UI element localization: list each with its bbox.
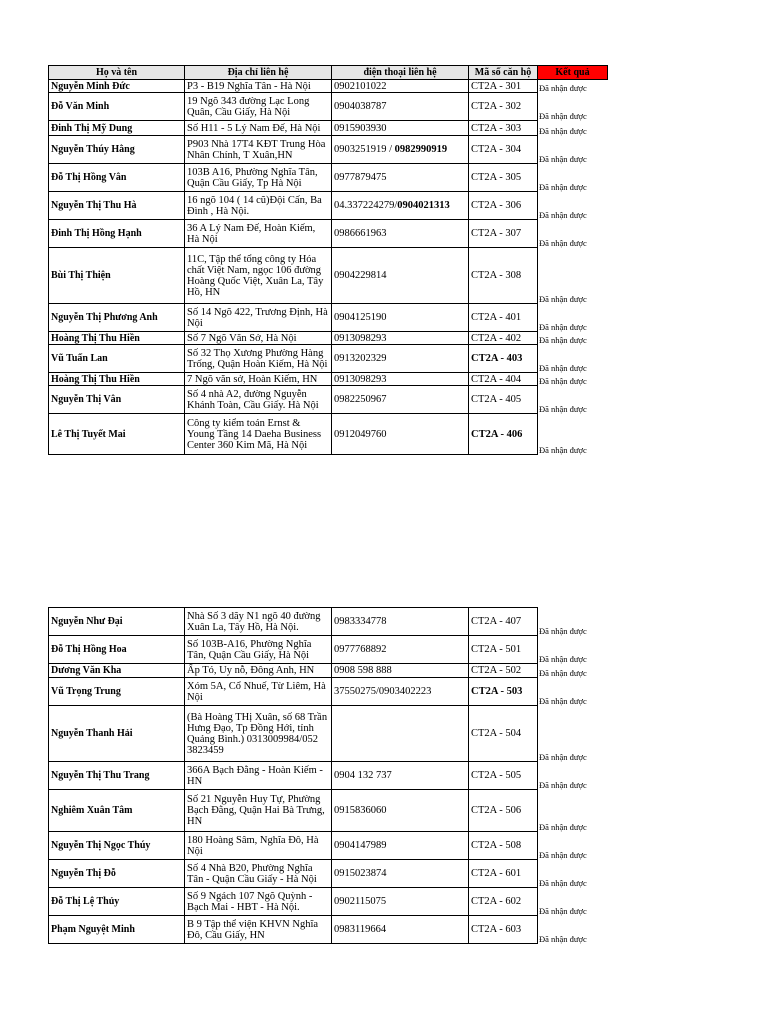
cell-phone xyxy=(332,332,469,345)
cell-name: Đinh Thị Mỹ Dung xyxy=(49,121,185,136)
cell-name: Phạm Nguyệt Minh xyxy=(49,916,185,944)
phone-text: 0986661963 xyxy=(334,228,387,239)
cell-address: Số 21 Nguyễn Huy Tự, Phường Bạch Đằng, Quận Hai Bà Trưng, HN xyxy=(185,790,332,832)
phone-text: 0904038787 xyxy=(334,101,387,112)
phone-text: 0913098293 xyxy=(334,373,387,385)
cell-apartment: CT2A - 307 xyxy=(469,220,538,248)
table-row xyxy=(49,414,608,455)
table-row xyxy=(49,164,608,192)
cell-result: Đã nhận được xyxy=(539,905,587,916)
header-name: Họ và tên xyxy=(49,66,185,80)
cell-apartment: CT2A - 601 xyxy=(469,860,538,888)
cell-result: Đã nhận được xyxy=(539,321,587,332)
cell-result: Đã nhận được xyxy=(539,751,587,762)
cell-phone xyxy=(332,373,469,386)
cell-result: Đã nhận được xyxy=(539,375,587,386)
cell-phone xyxy=(332,248,469,304)
cell-apartment: CT2A - 506 xyxy=(469,790,538,832)
cell-result: Đã nhận được xyxy=(539,695,587,706)
cell-apartment: CT2A - 403 xyxy=(469,345,538,373)
cell-phone xyxy=(332,664,469,678)
cell-result: Đã nhận được xyxy=(539,362,587,373)
table-row xyxy=(49,304,608,332)
cell-apartment: CT2A - 503 xyxy=(469,678,538,706)
cell-apartment: CT2A - 306 xyxy=(469,192,538,220)
cell-address: Công ty kiểm toán Ernst & Young Tầng 14 Daeha Business Center 360 Kim Mã, Hà Nội xyxy=(185,414,332,455)
cell-phone xyxy=(332,678,469,706)
cell-name: Đỗ Văn Minh xyxy=(49,93,185,121)
phone-text: 0913098293 xyxy=(334,332,387,344)
cell-apartment: CT2A - 302 xyxy=(469,93,538,121)
cell-address: P3 - B19 Nghĩa Tân - Hà Nội xyxy=(185,80,332,93)
cell-phone xyxy=(332,345,469,373)
cell-apartment: CT2A - 505 xyxy=(469,762,538,790)
cell-phone xyxy=(332,220,469,248)
phone-text: 0904147989 xyxy=(334,840,387,851)
cell-phone xyxy=(332,608,469,636)
cell-result: Đã nhận được xyxy=(539,209,587,220)
header-phone: điện thoại liên hệ xyxy=(332,66,469,80)
header-row xyxy=(49,66,608,80)
cell-address: 19 Ngõ 343 đường Lạc Long Quân, Cầu Giấy, Hà Nội xyxy=(185,93,332,121)
cell-apartment: CT2A - 504 xyxy=(469,706,538,762)
phone-text: 0977879475 xyxy=(334,172,387,183)
phone-text: 0908 598 888 xyxy=(334,665,392,676)
cell-apartment: CT2A - 305 xyxy=(469,164,538,192)
cell-address: Ấp Tó, Uy nỗ, Đông Anh, HN xyxy=(185,664,332,678)
cell-address: Số 4 Nhà B20, Phường Nghĩa Tân - Quận Cầu Giấy - Hà Nội xyxy=(185,860,332,888)
phone-text: 0902101022 xyxy=(334,80,387,92)
cell-name: Hoàng Thị Thu Hiền xyxy=(49,332,185,345)
phone-text: 0983119664 xyxy=(334,924,387,935)
cell-apartment: CT2A - 402 xyxy=(469,332,538,345)
table-row xyxy=(49,121,608,136)
cell-address: Số 4 nhà A2, đường Nguyễn Khánh Toàn, Cầu Giấy. Hà Nội xyxy=(185,386,332,414)
cell-address: 180 Hoàng Sâm, Nghĩa Đô, Hà Nội xyxy=(185,832,332,860)
cell-name: Đỗ Thị Hồng Hoa xyxy=(49,636,185,664)
cell-apartment: CT2A - 308 xyxy=(469,248,538,304)
cell-phone xyxy=(332,136,469,164)
cell-apartment: CT2A - 603 xyxy=(469,916,538,944)
cell-name: Vũ Tuấn Lan xyxy=(49,345,185,373)
cell-address: Số 7 Ngõ Văn Sở, Hà Nội xyxy=(185,332,332,345)
cell-result: Đã nhận được xyxy=(539,334,587,345)
phone-text: 0983334778 xyxy=(334,616,387,627)
cell-phone xyxy=(332,860,469,888)
phone-text: 0977768892 xyxy=(334,644,387,655)
cell-result: Đã nhận được xyxy=(539,82,587,93)
cell-address: 11C, Tập thể tổng công ty Hóa chất Việt Nam, ngọc 106 đường Hoàng Quốc Việt, Xuân La, Tây Hồ, HN xyxy=(185,248,332,304)
phone-text: 0915903930 xyxy=(334,122,387,134)
cell-phone xyxy=(332,762,469,790)
contact-table-bottom xyxy=(48,607,608,944)
header-apartment: Mã số căn hộ xyxy=(469,66,538,80)
table-row xyxy=(49,916,608,944)
table-body-top xyxy=(49,80,608,455)
table-row xyxy=(49,93,608,121)
cell-name: Vũ Trọng Trung xyxy=(49,678,185,706)
cell-address: Số H11 - 5 Lý Nam Đế, Hà Nội xyxy=(185,121,332,136)
phone-text-bold: 0982990919 xyxy=(394,144,448,155)
table-row xyxy=(49,762,608,790)
cell-name: Nguyễn Thị Ngọc Thúy xyxy=(49,832,185,860)
cell-apartment: CT2A - 407 xyxy=(469,608,538,636)
phone-text: 0904229814 xyxy=(334,270,387,281)
table-row xyxy=(49,860,608,888)
cell-apartment: CT2A - 401 xyxy=(469,304,538,332)
cell-address: (Bà Hoàng THị Xuân, số 68 Trần Hưng Đạo, Tp Đồng Hới, tỉnh Quảng Bình.) 0313009984/052 3823459 xyxy=(185,706,332,762)
phone-text: 0915023874 xyxy=(334,868,387,879)
cell-name: Nguyễn Thị Phương Anh xyxy=(49,304,185,332)
cell-result: Đã nhận được xyxy=(539,110,587,121)
cell-result: Đã nhận được xyxy=(539,181,587,192)
cell-address: 36 A Lý Nam Đế, Hoàn Kiếm, Hà Nội xyxy=(185,220,332,248)
cell-address: B 9 Tập thể viện KHVN Nghĩa Đô, Cầu Giấy, HN xyxy=(185,916,332,944)
table-row xyxy=(49,636,608,664)
cell-address: Nhà Số 3 dãy N1 ngõ 40 đường Xuân La, Tây Hồ, Hà Nội. xyxy=(185,608,332,636)
cell-name: Đỗ Thị Hồng Vân xyxy=(49,164,185,192)
cell-name: Lê Thị Tuyết Mai xyxy=(49,414,185,455)
cell-result: Đã nhận được xyxy=(539,237,587,248)
phone-text: 0902115075 xyxy=(334,896,387,907)
phone-text: 0912049760 xyxy=(334,428,387,440)
cell-name: Nguyễn Thị Vân xyxy=(49,386,185,414)
cell-address: 103B A16, Phường Nghĩa Tân, Quận Cầu Giấy, Tp Hà Nội xyxy=(185,164,332,192)
cell-result: Đã nhận được xyxy=(539,849,587,860)
table-row xyxy=(49,192,608,220)
cell-name: Nguyễn Như Đại xyxy=(49,608,185,636)
cell-apartment: CT2A - 301 xyxy=(469,80,538,93)
phone-text: 0915836060 xyxy=(334,805,387,816)
cell-phone xyxy=(332,414,469,455)
table-row xyxy=(49,706,608,762)
cell-result: Đã nhận được xyxy=(539,667,587,678)
cell-apartment: CT2A - 602 xyxy=(469,888,538,916)
cell-phone xyxy=(332,80,469,93)
table-row xyxy=(49,832,608,860)
cell-address: Số 14 Ngõ 422, Trương Định, Hà Nội xyxy=(185,304,332,332)
cell-name: Nguyễn Thị Đỗ xyxy=(49,860,185,888)
cell-name: Hoàng Thị Thu Hiền xyxy=(49,373,185,386)
table-row xyxy=(49,678,608,706)
cell-address: 366A Bạch Đằng - Hoàn Kiếm - HN xyxy=(185,762,332,790)
table-row xyxy=(49,888,608,916)
cell-apartment: CT2A - 404 xyxy=(469,373,538,386)
cell-name: Nghiêm Xuân Tâm xyxy=(49,790,185,832)
cell-name: Dương Văn Kha xyxy=(49,664,185,678)
cell-result: Đã nhận được xyxy=(539,125,587,136)
cell-result: Đã nhận được xyxy=(539,444,587,455)
cell-address: Số 103B-A16, Phường Nghĩa Tân, Quận Cầu Giấy, Hà Nội xyxy=(185,636,332,664)
cell-name: Nguyễn Thị Thu Hà xyxy=(49,192,185,220)
cell-name: Đỗ Thị Lệ Thủy xyxy=(49,888,185,916)
cell-phone xyxy=(332,636,469,664)
table-row xyxy=(49,373,608,386)
cell-result: Đã nhận được xyxy=(539,821,587,832)
cell-address: Số 9 Ngách 107 Ngõ Quỳnh - Bạch Mai - HBT - Hà Nội. xyxy=(185,888,332,916)
phone-text: 04.337224279/ xyxy=(334,200,398,211)
cell-phone xyxy=(332,304,469,332)
cell-phone xyxy=(332,386,469,414)
phone-text: 0903251919 / xyxy=(334,144,395,155)
table-row xyxy=(49,248,608,304)
cell-phone xyxy=(332,706,469,762)
cell-address: Xóm 5A, Cổ Nhuế, Từ Liêm, Hà Nội xyxy=(185,678,332,706)
table-row xyxy=(49,345,608,373)
cell-phone xyxy=(332,164,469,192)
table-row xyxy=(49,220,608,248)
phone-text: 0982250967 xyxy=(334,394,387,405)
cell-result: Đã nhận được xyxy=(539,293,587,304)
cell-result: Đã nhận được xyxy=(539,779,587,790)
cell-apartment: CT2A - 405 xyxy=(469,386,538,414)
cell-result: Đã nhận được xyxy=(539,653,587,664)
cell-address: P903 Nhà 17T4 KĐT Trung Hòa Nhân Chính, T Xuân,HN xyxy=(185,136,332,164)
table-row xyxy=(49,608,608,636)
cell-result: Đã nhận được xyxy=(539,625,587,636)
cell-result: Đã nhận được xyxy=(539,153,587,164)
cell-result: Đã nhận được xyxy=(539,403,587,414)
cell-apartment: CT2A - 502 xyxy=(469,664,538,678)
cell-phone xyxy=(332,832,469,860)
table-body-bottom xyxy=(49,608,608,944)
cell-address: Số 32 Thọ Xương Phường Hàng Trống, Quận Hoàn Kiếm, Hà Nội xyxy=(185,345,332,373)
cell-name: Đinh Thị Hồng Hạnh xyxy=(49,220,185,248)
cell-name: Nguyễn Thúy Hằng xyxy=(49,136,185,164)
cell-phone xyxy=(332,93,469,121)
table-row xyxy=(49,386,608,414)
cell-name: Nguyễn Thị Thu Trang xyxy=(49,762,185,790)
phone-text: 0904 132 737 xyxy=(334,770,392,781)
cell-apartment: CT2A - 303 xyxy=(469,121,538,136)
cell-phone xyxy=(332,888,469,916)
cell-name: Bùi Thị Thiện xyxy=(49,248,185,304)
cell-apartment: CT2A - 304 xyxy=(469,136,538,164)
table-row xyxy=(49,790,608,832)
cell-result: Đã nhận được xyxy=(539,933,587,944)
cell-name: Nguyễn Minh Đức xyxy=(49,80,185,93)
phone-text: 37550275/0903402223 xyxy=(334,686,432,697)
header-address: Địa chỉ liên hệ xyxy=(185,66,332,80)
cell-phone xyxy=(332,790,469,832)
contact-table-top xyxy=(48,65,608,455)
cell-result: Đã nhận được xyxy=(539,877,587,888)
phone-text: 0913202329 xyxy=(334,353,387,364)
cell-address: 16 ngõ 104 ( 14 cũ)Đội Cấn, Ba Đình , Hà Nội. xyxy=(185,192,332,220)
phone-text: 0904125190 xyxy=(334,312,387,323)
phone-text-bold: 0904021313 xyxy=(397,200,450,211)
cell-apartment: CT2A - 508 xyxy=(469,832,538,860)
table-row xyxy=(49,664,608,678)
header-result: Kết quả xyxy=(538,66,608,80)
cell-phone xyxy=(332,192,469,220)
cell-apartment: CT2A - 501 xyxy=(469,636,538,664)
table-row xyxy=(49,136,608,164)
cell-phone xyxy=(332,121,469,136)
cell-address: 7 Ngõ văn sở, Hoàn Kiếm, HN xyxy=(185,373,332,386)
cell-apartment: CT2A - 406 xyxy=(469,414,538,455)
table-row xyxy=(49,80,608,93)
cell-phone xyxy=(332,916,469,944)
table-row xyxy=(49,332,608,345)
cell-name: Nguyễn Thanh Hải xyxy=(49,706,185,762)
